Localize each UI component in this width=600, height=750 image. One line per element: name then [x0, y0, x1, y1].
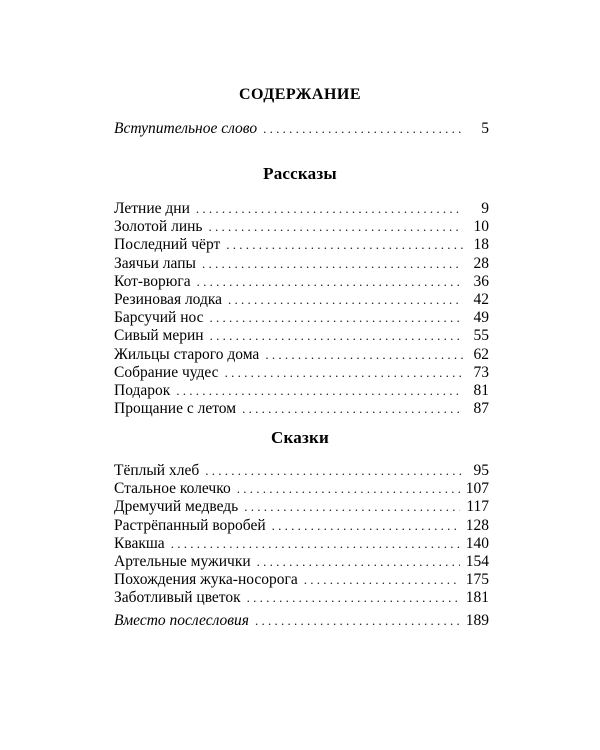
dot-leader [197, 273, 463, 291]
entry-title: Похождения жука-носорога [114, 571, 298, 589]
entry-title: Стальное колечко [114, 480, 231, 498]
entry-title: Резиновая лодка [114, 290, 223, 308]
toc-entry [114, 291, 489, 309]
dot-leader [242, 400, 463, 418]
entry-page: 18 [473, 236, 489, 254]
toc-entry [114, 327, 489, 345]
dot-leader [247, 589, 460, 607]
dot-leader [225, 364, 463, 382]
entry-page: 81 [473, 381, 489, 399]
dot-leader [226, 236, 463, 254]
entry-page: 154 [465, 552, 489, 570]
entry-title: Артельные мужички [114, 552, 251, 570]
entry-title: Заячьи лапы [114, 254, 196, 272]
toc-entry [114, 535, 489, 553]
dot-leader [228, 291, 463, 309]
dot-leader [244, 498, 460, 516]
dot-leader [272, 517, 460, 535]
page-title: СОДЕРЖАНИЕ [238, 86, 362, 103]
entry-page: 128 [465, 516, 489, 534]
toc-entry [114, 400, 489, 418]
entry-page: 189 [465, 612, 489, 629]
toc-entry [114, 346, 489, 364]
entry-page: 117 [466, 498, 489, 516]
toc-entry [114, 462, 489, 480]
dot-leader [208, 218, 463, 236]
entry-title: Собрание чудес [114, 363, 219, 381]
entry-title: Летние дни [114, 200, 190, 217]
entry-title: Тёплый хлеб [114, 462, 200, 479]
dot-leader [237, 480, 460, 498]
entry-page: 42 [473, 290, 489, 308]
intro-list [114, 120, 489, 138]
entry-page: 95 [473, 462, 489, 479]
entry-page: 10 [473, 218, 489, 236]
toc-entry [114, 309, 489, 327]
toc-entry [114, 553, 489, 571]
dot-leader [263, 120, 463, 138]
toc-entry [114, 517, 489, 535]
entry-title: Жильцы старого дома [114, 345, 260, 363]
section-heading-tales: Сказки [271, 428, 329, 447]
toc-entry [114, 273, 489, 291]
entry-page: 9 [481, 200, 489, 217]
toc-entry [114, 498, 489, 516]
dot-leader [257, 553, 460, 571]
toc-entry-intro [114, 120, 489, 138]
entry-title: Подарок [114, 381, 171, 399]
tales-list [114, 462, 489, 608]
entry-title: Заботливый цветок [114, 589, 241, 607]
dot-leader [210, 309, 463, 327]
entry-page: 28 [473, 254, 489, 272]
entry-page: 5 [481, 120, 489, 137]
stories-list [114, 200, 489, 418]
toc-entry [114, 571, 489, 589]
entry-page: 175 [465, 571, 489, 589]
toc-entry [114, 255, 489, 273]
entry-title: Квакша [114, 534, 165, 552]
toc-entry [114, 218, 489, 236]
entry-page: 55 [473, 327, 489, 345]
section-heading-stories: Рассказы [263, 164, 337, 183]
entry-title: Дремучий медведь [114, 498, 239, 516]
entry-page: 62 [473, 345, 489, 363]
entry-title: Кот-ворюга [114, 272, 191, 290]
entry-title: Прощание с летом [114, 400, 237, 418]
dot-leader [171, 535, 460, 553]
entry-page: 73 [473, 363, 489, 381]
entry-page: 107 [465, 480, 489, 498]
dot-leader [210, 327, 463, 345]
dot-leader [202, 255, 463, 273]
toc-entry [114, 364, 489, 382]
entry-title: Сивый мерин [114, 327, 204, 345]
dot-leader [304, 571, 460, 589]
entry-title: Вступительное слово [114, 120, 258, 137]
entry-page: 36 [473, 272, 489, 290]
dot-leader [265, 346, 463, 364]
dot-leader [255, 612, 460, 630]
toc-entry [114, 236, 489, 254]
toc-entry [114, 382, 489, 400]
entry-title: Растрёпанный воробей [114, 516, 266, 534]
entry-title: Последний чёрт [114, 236, 221, 254]
entry-title: Барсучий нос [114, 309, 204, 327]
dot-leader [196, 200, 463, 218]
afterword-list [114, 612, 489, 630]
entry-title: Золотой линь [114, 218, 203, 236]
toc-entry [114, 589, 489, 607]
toc-entry-afterword [114, 612, 489, 630]
entry-page: 49 [473, 309, 489, 327]
dot-leader [176, 382, 463, 400]
dot-leader [205, 462, 463, 480]
entry-page: 181 [465, 589, 489, 607]
entry-page: 140 [465, 534, 489, 552]
toc-entry [114, 200, 489, 218]
toc-entry [114, 480, 489, 498]
entry-title: Вместо послесловия [114, 612, 249, 629]
entry-page: 87 [473, 400, 489, 418]
